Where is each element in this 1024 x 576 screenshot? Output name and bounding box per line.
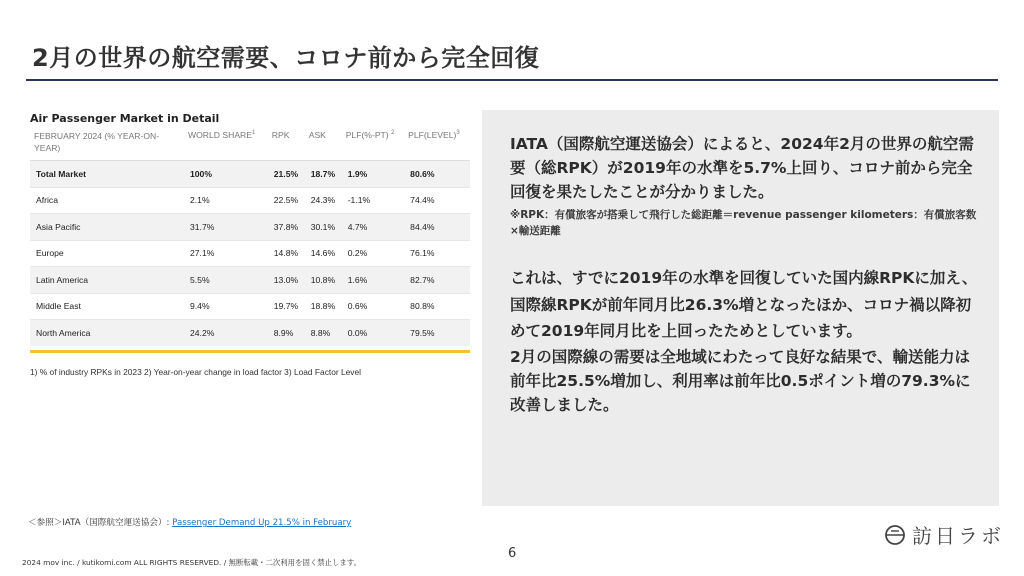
cell-rpk: 21.5% — [268, 161, 305, 188]
cell-plf-pt: 4.7% — [342, 214, 404, 241]
copyright-text: 2024 mov inc. / kutikomi.com ALL RIGHTS RESERVED. / 無断転載・二次利用を固く禁止します。 — [22, 558, 361, 567]
header-plf-level-sup: 3 — [456, 130, 460, 137]
cell-world-share: 9.4% — [184, 293, 268, 320]
page-number: 6 — [508, 546, 517, 561]
cell-plf-pt: 1.9% — [342, 161, 404, 188]
market-table — [30, 128, 470, 346]
table-header-row — [30, 128, 470, 161]
reference-prefix: ＜参照＞IATA（国際航空運送協会）: — [28, 518, 173, 528]
reference-line — [28, 516, 351, 528]
cell-rpk: 22.5% — [268, 187, 305, 214]
cell-world-share: 24.2% — [184, 320, 268, 346]
rpk-note: ※RPK：有償旅客が搭乗して飛行した総距離＝revenue passenger kilometers：有償旅客数×輸送距離 — [510, 209, 977, 237]
cell-market: North America — [30, 320, 184, 346]
header-period: FEBRUARY 2024 (% YEAR-ON-YEAR) — [34, 131, 160, 153]
cell-ask: 18.8% — [305, 293, 342, 320]
table-row — [30, 187, 470, 214]
cell-ask: 18.7% — [305, 161, 342, 188]
cell-rpk: 37.8% — [268, 214, 305, 241]
market-table-section — [30, 112, 470, 377]
cell-rpk: 19.7% — [268, 293, 305, 320]
cell-world-share: 31.7% — [184, 214, 268, 241]
cell-ask: 14.6% — [305, 240, 342, 267]
cell-plf-pt: 0.0% — [342, 320, 404, 346]
brand-logo — [884, 520, 1004, 549]
cell-plf-level: 84.4% — [404, 214, 470, 241]
cell-plf-level: 80.8% — [404, 293, 470, 320]
cell-plf-pt: 1.6% — [342, 267, 404, 294]
cell-market: Latin America — [30, 267, 184, 294]
table-footnote: 1) % of industry RPKs in 2023 2) Year-on-year change in load factor 3) Load Factor Level — [30, 366, 361, 377]
cell-plf-level: 79.5% — [404, 320, 470, 346]
table-row — [30, 240, 470, 267]
cell-market: Total Market — [30, 161, 184, 188]
cell-market: Europe — [30, 240, 184, 267]
cell-plf-pt: -1.1% — [342, 187, 404, 214]
logo-mark-icon — [884, 524, 906, 546]
table-title: Air Passenger Market in Detail — [30, 112, 220, 125]
cell-world-share: 2.1% — [184, 187, 268, 214]
header-plf-pt — [342, 128, 404, 161]
title-divider — [26, 79, 998, 81]
cell-plf-level: 76.1% — [404, 240, 470, 267]
cell-plf-level: 74.4% — [404, 187, 470, 214]
header-ask: ASK — [308, 130, 326, 140]
cell-plf-level: 80.6% — [404, 161, 470, 188]
summary-paragraph-1: IATA（国際航空運送協会）によると、2024年2月の世界の航空需要（総RPK）が2019年の水準を5.7%上回り、コロナ前から完全回復を果たしたことが分かりました。 — [510, 135, 974, 201]
header-plf-level-label: PLF(LEVEL) — [408, 130, 457, 140]
header-world-share-label: WORLD SHARE — [188, 130, 252, 140]
cell-market: Asia Pacific — [30, 214, 184, 241]
summary-paragraph-3: 2月の国際線の需要は全地域にわたって良好な結果で、輸送能力は前年比25.5%増加し、利用率は前年比0.5ポイント増の79.3%に改善しました。 — [510, 347, 971, 414]
cell-world-share: 100% — [184, 161, 268, 188]
cell-world-share: 27.1% — [184, 240, 268, 267]
cell-ask: 30.1% — [305, 214, 342, 241]
header-plf-pt-label: PLF(%-PT) — [345, 130, 389, 140]
summary-panel — [482, 110, 999, 506]
summary-panel-content — [510, 132, 980, 417]
table-row — [30, 293, 470, 320]
cell-market: Africa — [30, 187, 184, 214]
cell-ask: 24.3% — [305, 187, 342, 214]
table-row — [30, 161, 470, 188]
reference-link[interactable]: Passenger Demand Up 21.5% in February — [172, 518, 352, 528]
logo-text: 訪日ラボ — [912, 524, 1004, 548]
header-world-share-sup: 1 — [251, 130, 256, 137]
cell-plf-level: 82.7% — [404, 267, 470, 294]
summary-paragraph-2: これは、すでに2019年の水準を回復していた国内線RPKに加え、国際線RPKが前年同月比26.3%増となったほか、コロナ禍以降初めて2019年同月比を上回ったためとしています。 — [510, 269, 978, 340]
cell-rpk: 13.0% — [268, 267, 305, 294]
cell-world-share: 5.5% — [184, 267, 268, 294]
header-plf-level — [404, 128, 470, 161]
table-bottom-rule — [30, 350, 470, 353]
cell-plf-pt: 0.6% — [342, 293, 404, 320]
header-rpk: RPK — [271, 130, 290, 140]
header-plf-pt-sup: 2 — [391, 130, 395, 137]
table-row — [30, 267, 470, 294]
table-row — [30, 214, 470, 241]
cell-market: Middle East — [30, 293, 184, 320]
page-title: 2月の世界の航空需要、コロナ前から完全回復 — [32, 44, 540, 72]
cell-rpk: 14.8% — [268, 240, 305, 267]
cell-rpk: 8.9% — [268, 320, 305, 346]
cell-ask: 8.8% — [305, 320, 342, 346]
header-world-share — [184, 128, 268, 161]
cell-ask: 10.8% — [305, 267, 342, 294]
table-row — [30, 320, 470, 346]
cell-plf-pt: 0.2% — [342, 240, 404, 267]
